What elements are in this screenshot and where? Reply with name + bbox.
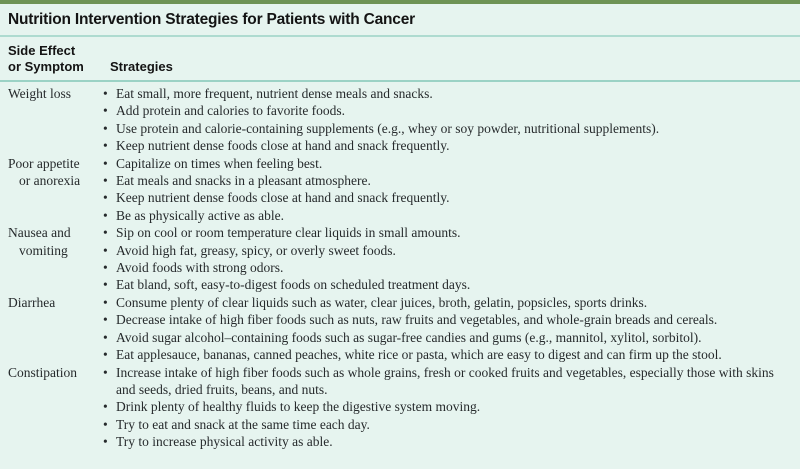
side-effect-label: Poor appetite [8,155,80,171]
strategy-item: • Eat small, more frequent, nutrient dense meals and snacks. [102,85,792,102]
strategies-cell [102,294,800,364]
side-effect-label-line2: or anorexia [19,173,81,189]
table-row-constipation [0,364,800,451]
table-row-weight-loss [0,85,800,155]
column-header-side-effect-line2: or Symptom [8,59,84,74]
strategy-item: • Eat applesauce, bananas, canned peaches, white rice or pasta, which are easy to digest and can firm up the stool. [102,346,792,363]
strategy-item: • Sip on cool or room temperature clear liquids in small amounts. [102,224,792,241]
strategy-item: • Try to eat and snack at the same time each day. [102,416,792,433]
strategy-item: • Be as physically active as able. [102,207,792,224]
side-effect-cell [0,364,102,381]
strategy-item: • Add protein and calories to favorite foods. [102,102,792,119]
strategy-item: • Keep nutrient dense foods close at hand and snack frequently. [102,189,792,206]
strategy-item: • Decrease intake of high fiber foods such as nuts, raw fruits and vegetables, and whole-grain breads and cereals. [102,311,792,328]
strategy-item: • Drink plenty of healthy fluids to keep the digestive system moving. [102,398,792,415]
strategies-cell [102,224,800,294]
strategy-item: • Avoid foods with strong odors. [102,259,792,276]
side-effect-label: Constipation [8,364,78,380]
strategy-item: • Try to increase physical activity as able. [102,433,792,450]
table-header-row [0,37,800,82]
table-row-diarrhea [0,294,800,364]
strategies-cell [102,85,800,155]
table-title-bar [0,4,800,37]
table-row-poor-appetite [0,155,800,225]
table-title: Nutrition Intervention Strategies for Patients with Cancer [8,11,415,28]
strategy-item: • Eat bland, soft, easy-to-digest foods on scheduled treatment days. [102,276,792,293]
side-effect-cell [0,155,102,190]
strategy-item: • Increase intake of high fiber foods such as whole grains, fresh or cooked fruits and vegetables, especially those with skins and seeds, dried fruits, beans, and nuts. [102,364,792,399]
column-header-side-effect [8,43,110,75]
column-header-strategies-label: Strategies [110,59,173,74]
strategy-item: • Keep nutrient dense foods close at hand and snack frequently. [102,137,792,154]
side-effect-cell [0,224,102,259]
side-effect-label: Diarrhea [8,294,56,310]
side-effect-label: Nausea and [8,225,71,241]
side-effect-label-line2: vomiting [19,242,68,258]
table-row-nausea-vomiting [0,224,800,294]
strategy-item: • Avoid high fat, greasy, spicy, or overly sweet foods. [102,242,792,259]
side-effect-label: Weight loss [8,86,72,101]
strategies-cell [102,364,800,451]
strategies-cell [102,155,800,225]
strategy-item: • Consume plenty of clear liquids such as water, clear juices, broth, gelatin, popsicles, sports drinks. [102,294,792,311]
column-header-strategies [110,59,790,75]
strategy-item: • Use protein and calorie-containing supplements (e.g., whey or soy powder, nutritional supplements). [102,120,792,137]
strategy-item: • Avoid sugar alcohol–containing foods such as sugar-free candies and gums (e.g., mannitol, xylitol, sorbitol). [102,329,792,346]
table-body [0,82,800,451]
column-header-side-effect-line1: Side Effect [8,43,76,58]
side-effect-cell [0,294,102,311]
side-effect-cell [0,85,102,102]
strategy-item: • Eat meals and snacks in a pleasant atmosphere. [102,172,792,189]
strategy-item: • Capitalize on times when feeling best. [102,155,792,172]
